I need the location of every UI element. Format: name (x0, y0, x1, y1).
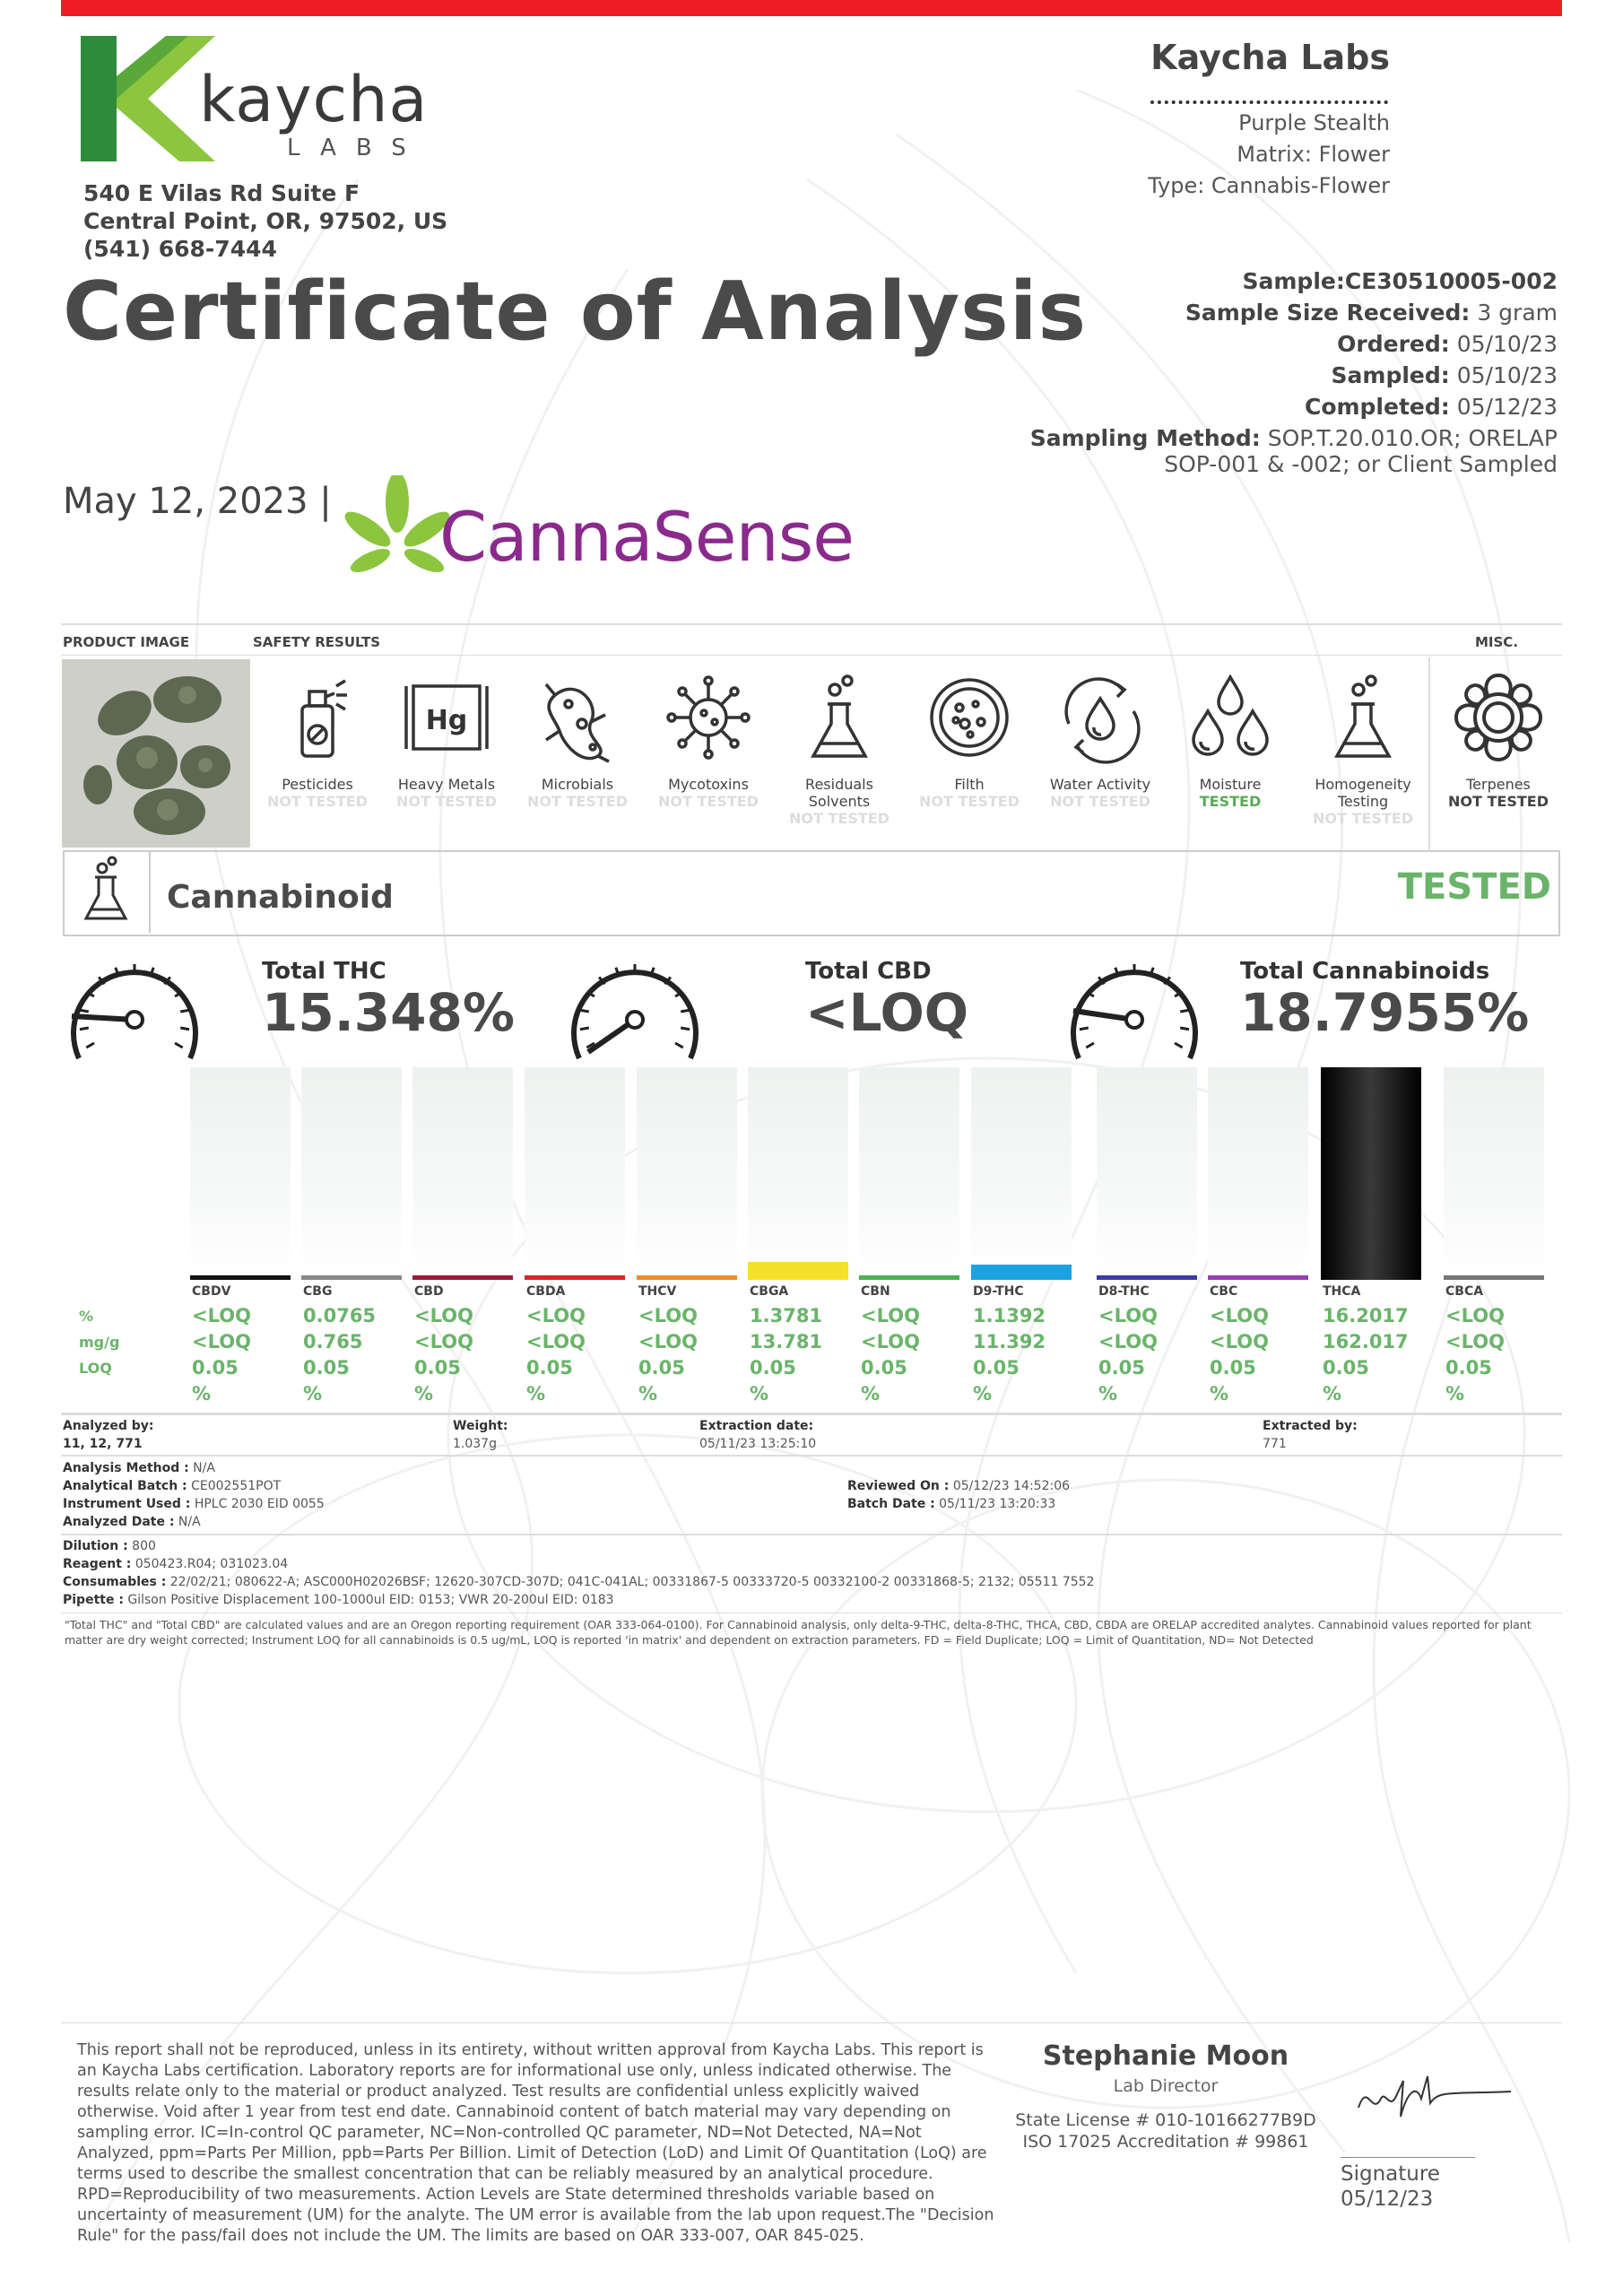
safety-name: Homogeneity (1315, 776, 1411, 793)
size-label: Sample Size Received: (1185, 300, 1471, 326)
divider (61, 655, 1562, 656)
top-red-bar (61, 0, 1562, 16)
signer-role: Lab Director (1113, 2076, 1219, 2096)
phone: (541) 668-7444 (83, 236, 277, 262)
compound-mg: <LOQ (1098, 1331, 1158, 1352)
bar-background (190, 1067, 291, 1280)
signature-block (1341, 2161, 1440, 2212)
droplets-icon (1181, 668, 1280, 767)
compound-loq: 0.05 (750, 1357, 796, 1378)
analyzed-date: N/A (174, 1515, 201, 1529)
bar-fill (412, 1275, 513, 1280)
compound-pct: <LOQ (1445, 1305, 1505, 1326)
compound-loq: 0.05 (1210, 1357, 1256, 1378)
total-cbd-label: Total CBD (805, 958, 932, 985)
compound-unit: % (303, 1383, 323, 1405)
address-line1: 540 E Vilas Rd Suite F (83, 180, 360, 206)
page-title: Certificate of Analysis (63, 265, 1088, 359)
bar-background (637, 1067, 737, 1280)
compound-pct: <LOQ (414, 1305, 473, 1326)
extracted-by (1263, 1417, 1358, 1453)
compound-pct: <LOQ (861, 1305, 920, 1326)
bar-fill (190, 1275, 291, 1280)
weight-label: Weight: (453, 1419, 508, 1433)
gauge-total-icon (1063, 955, 1206, 1072)
bar-fill (1444, 1275, 1544, 1280)
compound-name: CBCA (1445, 1284, 1484, 1299)
microbe-icon (528, 668, 627, 767)
misc-name: Terpenes (1466, 776, 1531, 793)
divider (61, 623, 1562, 625)
product-type: Type: Cannabis-Flower (1148, 173, 1390, 198)
reagent: 050423.R04; 031023.04 (131, 1557, 289, 1571)
signature-label: Signature (1341, 2162, 1440, 2186)
bar-background (412, 1067, 513, 1280)
divider (61, 1534, 1562, 1535)
compound-unit: % (1210, 1383, 1229, 1405)
total-thc-value: 15.348% (262, 982, 515, 1043)
compound-name: D9-THC (973, 1284, 1024, 1299)
sample-info (897, 265, 1558, 480)
compound-mg: 11.392 (973, 1331, 1046, 1352)
bar-fill (971, 1265, 1072, 1280)
iso-accreditation: ISO 17025 Accreditation # 99861 (1022, 2132, 1309, 2152)
kaycha-logo-icon (81, 36, 215, 161)
extraction-date (699, 1417, 816, 1453)
compound-loq: 0.05 (414, 1357, 461, 1378)
compound-loq: 0.05 (1323, 1357, 1369, 1378)
compound-loq: 0.05 (1098, 1357, 1145, 1378)
flask-icon (63, 850, 149, 933)
compound-loq: 0.05 (1445, 1357, 1492, 1378)
row-label-loq: LOQ (79, 1360, 112, 1377)
compound-unit: % (1323, 1383, 1342, 1405)
state-license: State License # 010-10166277B9D (1015, 2110, 1316, 2130)
water-cycle-icon (1051, 668, 1150, 767)
bar-fill (1097, 1275, 1197, 1280)
safety-item-water-activity (1037, 668, 1163, 810)
address-line2: Central Point, OR, 97502, US (83, 208, 448, 234)
method-label: Sampling Method: (1029, 425, 1261, 451)
safety-status: NOT TESTED (789, 810, 890, 827)
safety-item-homogeneity (1300, 668, 1426, 827)
compound-name: CBN (861, 1284, 890, 1299)
safety-status: TESTED (1199, 793, 1262, 810)
compound-loq: 0.05 (638, 1357, 685, 1378)
bar-fill (859, 1275, 959, 1280)
safety-name: Residuals Solvents (805, 776, 873, 810)
svg-text:Hg: Hg (425, 705, 468, 736)
safety-name: Water Activity (1049, 776, 1151, 793)
product-image (62, 659, 250, 848)
analysis-method-label: Analysis Method : (63, 1461, 189, 1475)
analysis-details (63, 1459, 325, 1531)
sampling-method: SOP.T.20.010.OR; ORELAP (1260, 425, 1558, 451)
safety-name: Mycotoxins (668, 776, 749, 793)
analytical-batch: CE002551POT (187, 1479, 282, 1493)
compound-loq: 0.05 (973, 1357, 1020, 1378)
compound-name: CBDA (526, 1284, 566, 1299)
compound-mg: <LOQ (1445, 1331, 1505, 1352)
reviewed-label: Reviewed On : (847, 1479, 950, 1493)
lab-title: Kaycha Labs (1150, 38, 1390, 77)
petri-dish-icon (920, 668, 1019, 767)
compound-mg: 0.765 (303, 1331, 363, 1352)
instrument: HPLC 2030 EID 0055 (190, 1497, 325, 1511)
client-logo-text: CannaSense (439, 497, 855, 577)
bar-fill (301, 1275, 402, 1280)
batch-date: 05/11/23 13:20:33 (934, 1497, 1056, 1511)
heavy-metals-hg-icon (397, 668, 496, 767)
compound-unit: % (973, 1383, 993, 1405)
signature-date: 05/12/23 (1341, 2187, 1434, 2211)
compound-pct: <LOQ (638, 1305, 698, 1326)
cannasense-logo (339, 475, 967, 592)
compound-unit: % (192, 1383, 212, 1405)
compound-mg: 13.781 (750, 1331, 823, 1352)
safety-name-2: Testing (1337, 793, 1389, 810)
compound-mg: <LOQ (192, 1331, 251, 1352)
safety-status: NOT TESTED (396, 793, 497, 810)
bar-background (971, 1067, 1072, 1280)
extraction-date-value: 05/11/23 13:25:10 (699, 1437, 817, 1451)
safety-name: Heavy Metals (397, 776, 496, 793)
safety-status: NOT TESTED (527, 793, 628, 810)
product-matrix: Matrix: Flower (1237, 142, 1390, 167)
instrument-label: Instrument Used : (63, 1497, 191, 1511)
bar-background (301, 1067, 402, 1280)
compound-pct: <LOQ (1210, 1305, 1269, 1326)
compound-pct: 1.1392 (973, 1305, 1046, 1326)
compound-mg: <LOQ (861, 1331, 920, 1352)
misc-label: MISC. (1475, 634, 1519, 650)
cannabinoid-title: Cannabinoid (167, 879, 394, 916)
flask-icon (1314, 668, 1412, 767)
compound-name: CBG (303, 1284, 333, 1299)
pesticide-spray-icon (268, 668, 367, 767)
compound-loq: 0.05 (861, 1357, 907, 1378)
cannabinoid-icon-cell (63, 850, 151, 933)
safety-status: NOT TESTED (267, 793, 368, 810)
compound-name: CBGA (750, 1284, 789, 1299)
compound-loq: 0.05 (192, 1357, 239, 1378)
compound-pct: <LOQ (526, 1305, 586, 1326)
safety-item-heavy-metals (384, 668, 509, 810)
footer-divider (61, 2022, 1562, 2023)
virus-icon (659, 668, 758, 767)
safety-name: Moisture (1199, 776, 1262, 793)
safety-item-filth (907, 668, 1032, 810)
bar-background (1097, 1067, 1197, 1280)
review-details (847, 1477, 1070, 1513)
compound-mg: <LOQ (638, 1331, 698, 1352)
compound-name: THCA (1323, 1284, 1361, 1299)
compound-loq: 0.05 (303, 1357, 350, 1378)
compound-pct: 0.0765 (303, 1305, 377, 1326)
extracted-by-label: Extracted by: (1263, 1419, 1358, 1433)
compound-pct: 16.2017 (1323, 1305, 1409, 1326)
bar-background (859, 1067, 959, 1280)
reviewed-on: 05/12/23 14:52:06 (949, 1479, 1071, 1493)
disclaimer: This report shall not be reproduced, unless in its entirety, without written approval from Kaycha Labs. This report is an Kaycha Labs certification. Laboratory reports are for informational use only, unless indicated otherwise. The results relate only to the material or product analyzed. Test results are confidential unless explicitly waived otherwise. Void after 1 year from test end date. Cannabinoid content of batch material may vary depending on sampling error. IC=In-control QC parameter, NC=Non-controlled QC parameter, ND=Not Detected, NA=Not Analyzed, ppm=Parts Per Million, ppb=Parts Per Billion. Limit of Detection (LoD) and Limit Of Quantitation (LoQ) are terms used to describe the smallest concentration that can be reliably measured by an analytical procedure. RPD=Reproducibility of two measurements. Action Levels are State determined thresholds variable based on uncertainty of measurement (UM) for the analyte. The UM error is available from the lab upon request.The "Decision Rule" for the pass/fail does not include the UM. The limits are based on OAR 333-007, OAR 845-025. (77, 2041, 994, 2245)
bar-background (1444, 1067, 1544, 1280)
compound-unit: % (638, 1383, 658, 1405)
logo-sub: LABS (287, 135, 426, 161)
bar-background (525, 1067, 625, 1280)
total-cannabinoids-value: 18.7955% (1240, 982, 1530, 1043)
divider (61, 1413, 1562, 1415)
extracted-by-value: 771 (1263, 1437, 1287, 1451)
pipette: Gilson Positive Displacement 100-1000ul EID: 0153; VWR 20-200ul EID: 0183 (123, 1593, 614, 1607)
compound-mg: <LOQ (1210, 1331, 1269, 1352)
sampling-method-2: SOP-001 & -002; or Client Sampled (1164, 451, 1558, 477)
misc-terpenes (1436, 668, 1561, 810)
analysis-method: N/A (188, 1461, 215, 1475)
cannabinoid-status: TESTED (1397, 866, 1551, 908)
consumables: 22/02/21; 080622-A; ASC000H02026BSF; 12620-307CD-307D; 041C-041AL; 00331867-5 00333720-5 00332100-2 00331868-5; 2132; 05511 7552 (166, 1575, 1095, 1589)
safety-status: NOT TESTED (919, 793, 1020, 810)
safety-item-moisture (1167, 668, 1293, 810)
compound-unit: % (861, 1383, 881, 1405)
safety-name: Filth (954, 776, 985, 793)
logo-name: kaycha (199, 63, 429, 136)
dilution: 800 (127, 1539, 156, 1553)
compound-name: CBD (414, 1284, 444, 1299)
flower-icon (1449, 668, 1548, 767)
sample-label: Sample: (1242, 268, 1345, 294)
ordered-date: 05/10/23 (1449, 331, 1558, 357)
compound-name: CBDV (192, 1284, 231, 1299)
divider (61, 1455, 1562, 1457)
dotted-divider (1150, 100, 1388, 104)
total-cannabinoids-label: Total Cannabinoids (1240, 958, 1490, 985)
compound-loq: 0.05 (526, 1357, 573, 1378)
signer-name: Stephanie Moon (1042, 2040, 1289, 2072)
ordered-label: Ordered: (1337, 331, 1450, 357)
compound-unit: % (1445, 1383, 1465, 1405)
product-image-label: PRODUCT IMAGE (63, 634, 190, 650)
sample-size: 3 gram (1470, 300, 1558, 326)
row-label-mg: mg/g (79, 1334, 120, 1351)
sampled-label: Sampled: (1331, 362, 1450, 388)
sampled-date: 05/10/23 (1449, 362, 1558, 388)
analyzed-by-value: 11, 12, 771 (63, 1437, 143, 1451)
safety-results-label: SAFETY RESULTS (253, 634, 381, 650)
compound-name: THCV (638, 1284, 677, 1299)
safety-item-residuals-solvents (777, 668, 902, 827)
analyzed-date-label: Analyzed Date : (63, 1515, 175, 1529)
compound-pct: 1.3781 (750, 1305, 823, 1326)
misc-divider (1428, 657, 1430, 850)
row-label-pct: % (79, 1308, 94, 1325)
safety-name: Pesticides (282, 776, 353, 793)
reagent-details (63, 1537, 1094, 1609)
compound-mg: <LOQ (414, 1331, 473, 1352)
cannabinoid-footnote: "Total THC" and "Total CBD" are calculated values and are an Oregon reporting requirement (OAR 333-064-0100). For Cannabinoid analysis, only delta-9-THC, delta-8-THC, THCA, CBD, CBDA are ORELAP accredited analytes. Cannabinoid values reported for plant matter are dry weight corrected; Instrument LOQ for all cannabinoids is 0.5 ug/mL, LOQ is reported 'in matrix' and dependent on extraction parameters. FD = Field Duplicate; LOQ = Limit of Quantitation, ND= Not Detected (65, 1618, 1532, 1647)
completed-date: 05/12/23 (1449, 394, 1558, 420)
analytical-batch-label: Analytical Batch : (63, 1479, 187, 1493)
safety-status: NOT TESTED (1050, 793, 1150, 810)
gauge-thc-icon (63, 955, 206, 1072)
signature-line (1341, 2157, 1475, 2158)
compound-pct: <LOQ (192, 1305, 251, 1326)
lab-address (83, 179, 447, 263)
consumables-label: Consumables : (63, 1575, 167, 1589)
bar-fill (637, 1275, 737, 1280)
dilution-label: Dilution : (63, 1539, 128, 1553)
safety-item-mycotoxins (646, 668, 771, 810)
bar-fill (1321, 1067, 1421, 1280)
report-date: May 12, 2023 | (63, 481, 332, 522)
compound-unit: % (1098, 1383, 1118, 1405)
compound-mg: <LOQ (526, 1331, 586, 1352)
compound-unit: % (414, 1383, 434, 1405)
weight (453, 1417, 508, 1453)
reagent-label: Reagent : (63, 1557, 132, 1571)
extraction-date-label: Extraction date: (699, 1419, 814, 1433)
compound-name: CBC (1210, 1284, 1238, 1299)
bar-fill (1208, 1275, 1308, 1280)
product-info (986, 108, 1390, 202)
sample-id: CE30510005-002 (1344, 268, 1558, 294)
batch-date-label: Batch Date : (847, 1497, 935, 1511)
bar-background (1208, 1067, 1308, 1280)
total-cbd-value: <LOQ (805, 982, 969, 1043)
handwritten-signature (1354, 2063, 1515, 2126)
compound-name: D8-THC (1098, 1284, 1150, 1299)
safety-item-microbials (515, 668, 640, 810)
compound-mg: 162.017 (1323, 1331, 1409, 1352)
flask-icon (790, 668, 889, 767)
compound-unit: % (526, 1383, 546, 1405)
weight-value: 1.037g (453, 1437, 497, 1451)
bar-fill (525, 1275, 625, 1280)
safety-status: NOT TESTED (658, 793, 759, 810)
total-thc-label: Total THC (262, 958, 386, 985)
product-name: Purple Stealth (1238, 110, 1390, 135)
analyzed-by-label: Analyzed by: (63, 1419, 154, 1433)
compound-unit: % (750, 1383, 769, 1405)
safety-status: NOT TESTED (1313, 810, 1413, 827)
misc-status: NOT TESTED (1448, 793, 1549, 810)
signer-license (1004, 2109, 1327, 2152)
safety-name: Microbials (541, 776, 614, 793)
bar-background (748, 1067, 848, 1280)
compound-pct: <LOQ (1098, 1305, 1158, 1326)
bar-fill (748, 1262, 848, 1280)
safety-item-pesticides (255, 668, 380, 810)
pipette-label: Pipette : (63, 1593, 124, 1607)
gauge-cbd-icon (563, 955, 707, 1072)
completed-label: Completed: (1304, 394, 1450, 420)
cannabis-leaf-icon (339, 475, 456, 592)
analyzed-by (63, 1417, 153, 1453)
